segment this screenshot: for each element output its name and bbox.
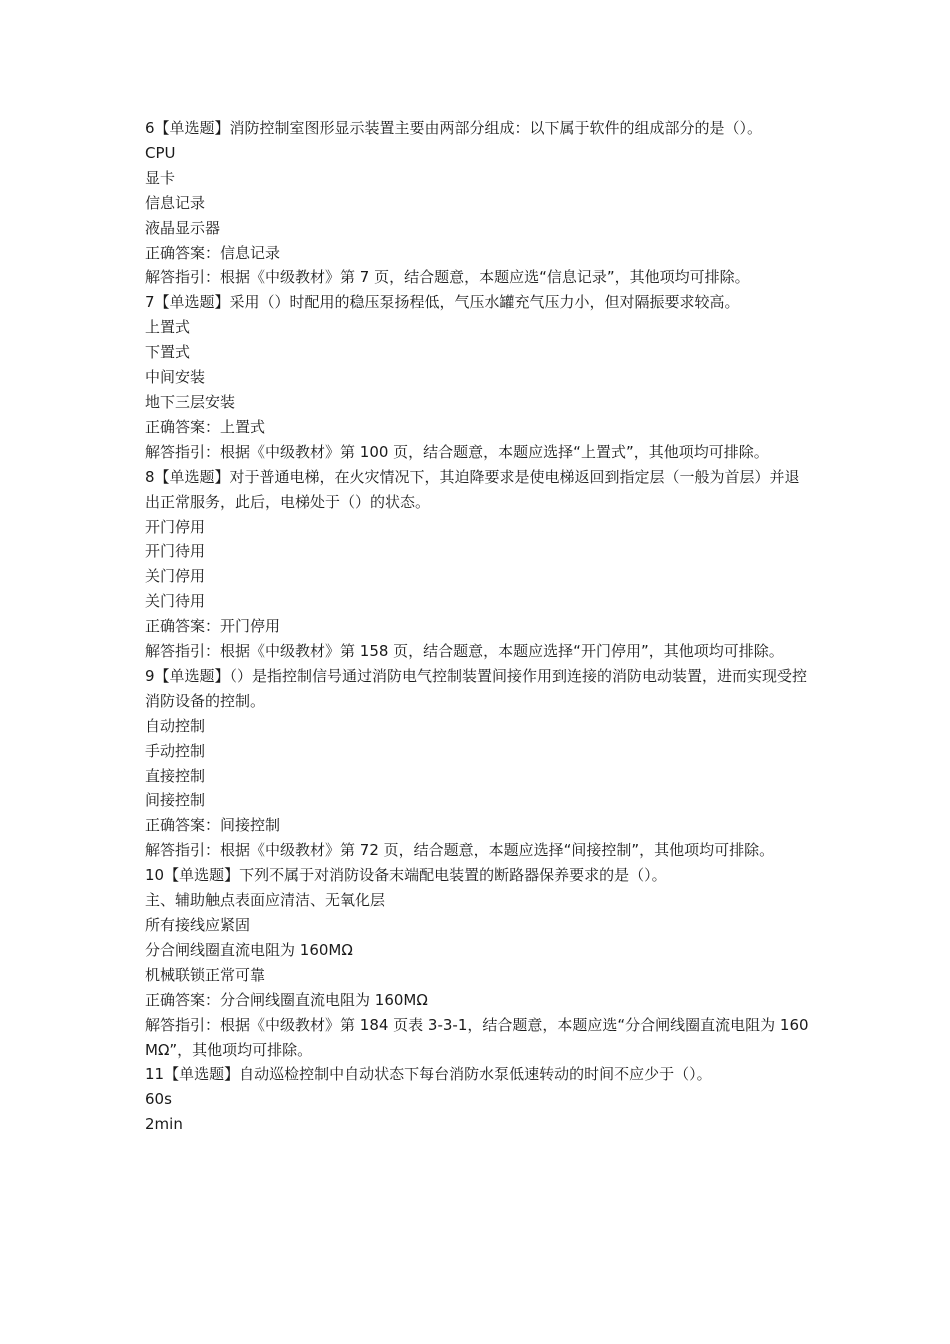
answer-explanation: 解答指引：根据《中级教材》第 100 页，结合题意，本题应选择“上置式”，其他项均可排除。 [145, 442, 769, 461]
question-stem: 11【单选题】自动巡检控制中自动状态下每台消防水泵低速转动的时间不应少于（）。 [145, 1065, 712, 1084]
question-10 [145, 863, 810, 1062]
question-6 [145, 116, 810, 290]
option-d: 机械联锁正常可靠 [145, 965, 266, 984]
option-b: 开门待用 [145, 542, 206, 561]
option-a: 开门停用 [145, 517, 206, 536]
question-stem: 9【单选题】（）是指控制信号通过消防电气控制装置间接作用到连接的消防电动装置，进而实现受控消防设备的控制。 [145, 666, 808, 710]
answer-explanation: 解答指引：根据《中级教材》第 7 页，结合题意，本题应选“信息记录”，其他项均可排除。 [145, 268, 750, 287]
option-a: 上置式 [145, 318, 191, 337]
option-d: 关门待用 [145, 592, 206, 611]
correct-answer: 正确答案：上置式 [145, 417, 266, 436]
option-b: 下置式 [145, 343, 191, 362]
question-7 [145, 290, 810, 464]
option-c: 直接控制 [145, 766, 206, 785]
document-body [145, 116, 810, 1137]
option-b: 2min [145, 1115, 183, 1134]
option-a: CPU [145, 143, 176, 162]
option-c: 中间安装 [145, 368, 206, 387]
correct-answer: 正确答案：信息记录 [145, 243, 281, 262]
answer-explanation: 解答指引：根据《中级教材》第 158 页，结合题意，本题应选择“开门停用”，其他项均可排除。 [145, 642, 784, 661]
question-stem: 10【单选题】下列不属于对消防设备末端配电装置的断路器保养要求的是（）。 [145, 866, 667, 885]
option-d: 地下三层安装 [145, 392, 236, 411]
correct-answer: 正确答案：间接控制 [145, 816, 281, 835]
option-a: 60s [145, 1090, 172, 1109]
question-stem: 6【单选题】消防控制室图形显示装置主要由两部分组成：以下属于软件的组成部分的是（）。 [145, 119, 763, 137]
correct-answer: 正确答案：分合闸线圈直流电阻为 160MΩ [145, 990, 428, 1009]
option-c: 信息记录 [145, 193, 206, 212]
question-9 [145, 664, 810, 863]
option-c: 关门停用 [145, 567, 206, 586]
option-c: 分合闸线圈直流电阻为 160MΩ [145, 940, 353, 959]
correct-answer: 正确答案：开门停用 [145, 617, 281, 636]
answer-explanation: 解答指引：根据《中级教材》第 184 页表 3-3-1，结合题意，本题应选“分合闸线圈直流电阻为 160MΩ”，其他项均可排除。 [145, 1015, 809, 1059]
question-8 [145, 465, 810, 664]
question-11 [145, 1062, 810, 1137]
question-stem: 7【单选题】采用（）时配用的稳压泵扬程低，气压水罐充气压力小，但对隔振要求较高。 [145, 293, 740, 312]
option-d: 间接控制 [145, 791, 206, 810]
option-a: 主、辅助触点表面应清洁、无氧化层 [145, 891, 386, 910]
option-b: 显卡 [145, 168, 176, 187]
option-d: 液晶显示器 [145, 218, 221, 237]
answer-explanation: 解答指引：根据《中级教材》第 72 页，结合题意，本题应选择“间接控制”，其他项均可排除。 [145, 841, 775, 860]
question-stem: 8【单选题】对于普通电梯，在火灾情况下，其迫降要求是使电梯返回到指定层（一般为首层）并退出正常服务，此后，电梯处于（）的状态。 [145, 467, 800, 511]
option-a: 自动控制 [145, 716, 206, 735]
option-b: 所有接线应紧固 [145, 916, 251, 934]
option-b: 手动控制 [145, 741, 206, 760]
